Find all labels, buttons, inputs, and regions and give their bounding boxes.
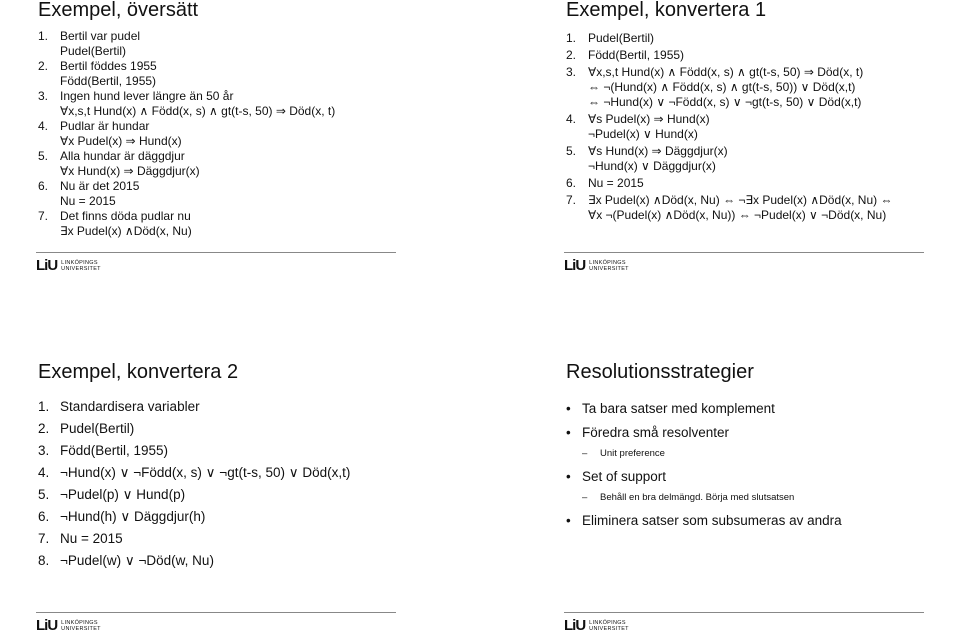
list-item: 1. Standardisera variabler: [38, 399, 200, 414]
divider: [564, 252, 924, 253]
liu-logo: LiU LINKÖPINGS UNIVERSITET: [36, 257, 101, 274]
bullet-icon: •: [566, 469, 571, 484]
slide-title: Resolutionsstrategier: [566, 361, 754, 383]
bullet-icon: •: [566, 401, 571, 416]
list-item: 4. ∀s Pudel(x) ⇒ Hund(x) ¬Pudel(x) ∨ Hund(x): [566, 112, 710, 141]
slide-footer: [564, 252, 960, 278]
slide-footer: [36, 252, 476, 278]
list-item: • Föredra små resolventer: [566, 422, 960, 444]
list-item: 5. ¬Pudel(p) ∨ Hund(p): [38, 487, 186, 502]
list-item: • Set of support: [566, 466, 960, 488]
slide-exempel-konvertera-1: [566, 0, 960, 223]
list-item: 1. Pudel(Bertil): [566, 31, 655, 45]
list-item: 4. Pudlar är hundar ∀x Pudel(x) ⇒ Hund(x): [38, 119, 182, 148]
slide-exempel-oversatt: [38, 0, 478, 239]
list-item: 6. Nu = 2015: [566, 176, 644, 190]
liu-logo: LiU LINKÖPINGS UNIVERSITET: [564, 257, 629, 274]
list-item: 2. Pudel(Bertil): [38, 421, 135, 436]
conversion-list: [566, 31, 960, 223]
slide-footer: [564, 612, 960, 638]
slide-title: Exempel, konvertera 1: [566, 0, 767, 21]
list-item: 7. Nu = 2015: [38, 531, 123, 546]
liu-logo: LiU LINKÖPINGS UNIVERSITET: [36, 617, 101, 634]
slide-footer: [36, 612, 476, 638]
list-item: • Ta bara satser med komplement: [566, 398, 960, 420]
divider: [36, 252, 396, 253]
list-item: 3. Född(Bertil, 1955): [38, 443, 169, 458]
list-item: 4. ¬Hund(x) ∨ ¬Född(x, s) ∨ ¬gt(t-s, 50) ∨ Död(x,t): [38, 465, 351, 480]
list-item: • Eliminera satser som subsumeras av andra: [566, 510, 960, 532]
list-item: 5. Alla hundar är däggdjur ∀x Hund(x) ⇒ Däggdjur(x): [38, 149, 200, 178]
divider: [36, 612, 396, 613]
list-item: 2. Bertil föddes 1955 Född(Bertil, 1955): [38, 59, 157, 88]
strategy-list: [566, 398, 960, 532]
list-item: 8. ¬Pudel(w) ∨ ¬Död(w, Nu): [38, 553, 214, 568]
slide-resolutionsstrategier: [566, 360, 960, 532]
bullet-icon: •: [566, 425, 571, 440]
liu-logo: LiU LINKÖPINGS UNIVERSITET: [564, 617, 629, 634]
clause-list: [38, 396, 478, 572]
divider: [564, 612, 924, 613]
list-item: 6. ¬Hund(h) ∨ Däggdjur(h): [38, 509, 206, 524]
slide-title: Exempel, konvertera 2: [38, 361, 239, 383]
sub-list-item: – Unit preference: [566, 444, 960, 464]
list-item: 3. ∀x,s,t Hund(x) ∧ Född(x, s) ∧ gt(t-s, 50) ⇒ Död(x, t) ⇔ ¬(Hund(x) ∧ Född(x, s) ∧ gt(t-s, 50)) ∨ Död(x,t) ⇔ ¬Hund(x) ∨ ¬Född(x, s) ∨ ¬gt(t-s, 50) ∨ Död(x,t): [566, 65, 864, 109]
list-item: 6. Nu är det 2015 Nu = 2015: [38, 179, 140, 208]
list-item: 7. Det finns döda pudlar nu ∃x Pudel(x) ∧Död(x, Nu): [38, 209, 192, 238]
list-item: 7. ∃x Pudel(x) ∧Död(x, Nu) ⇔ ¬∃x Pudel(x) ∧Död(x, Nu) ⇔ ∀x ¬(Pudel(x) ∧Död(x, Nu)) ⇔ ¬Pudel(x) ∨ ¬Död(x, Nu): [566, 193, 893, 222]
list-item: 3. Ingen hund lever längre än 50 år ∀x,s,t Hund(x) ∧ Född(x, s) ∧ gt(t-s, 50) ⇒ Död(x, t): [38, 89, 336, 118]
list-item: 2. Född(Bertil, 1955): [566, 48, 685, 62]
slide-title: Exempel, översätt: [38, 0, 199, 21]
slide-exempel-konvertera-2: [38, 360, 478, 572]
list-item: 1. Bertil var pudel Pudel(Bertil): [38, 29, 141, 58]
sub-list-item: – Behåll en bra delmängd. Börja med slutsatsen: [566, 488, 960, 508]
translation-list: [38, 29, 478, 239]
bullet-icon: •: [566, 513, 571, 528]
list-item: 5. ∀s Hund(x) ⇒ Däggdjur(x) ¬Hund(x) ∨ Däggdjur(x): [566, 144, 728, 173]
